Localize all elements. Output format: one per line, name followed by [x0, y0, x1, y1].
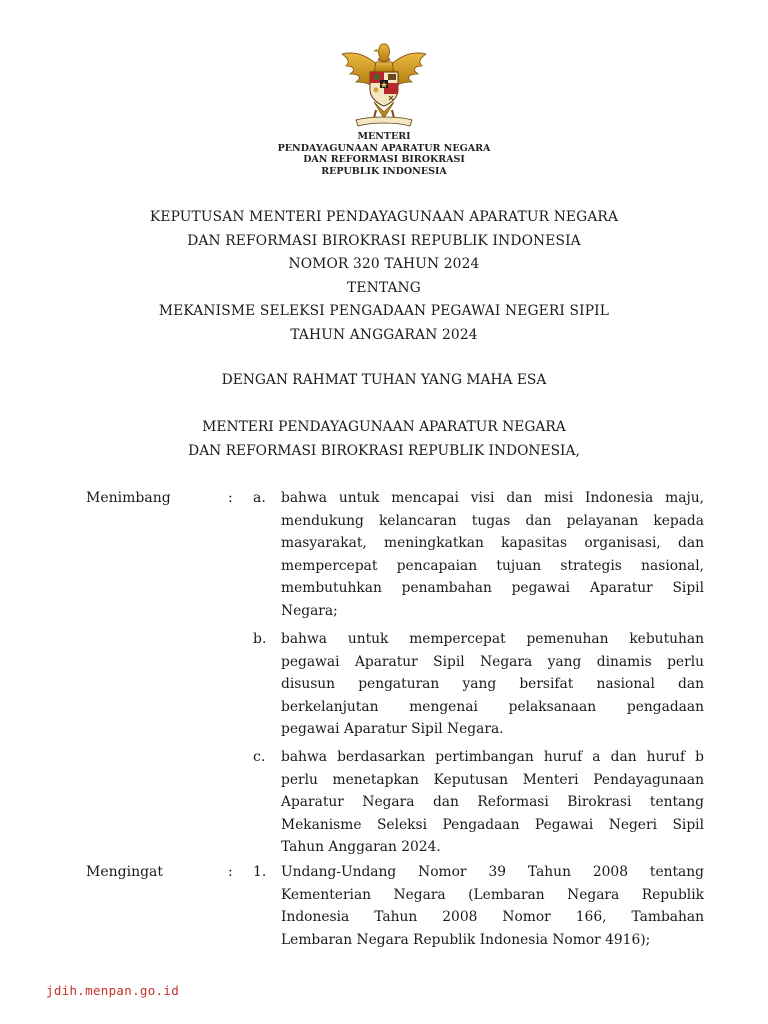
jdih-watermark: jdih.menpan.go.id [46, 983, 180, 998]
ministry-line: REPUBLIK INDONESIA [321, 165, 447, 177]
blessing-line: DENGAN RAHMAT TUHAN YANG MAHA ESA [221, 372, 547, 388]
mengingat-item-1 [281, 861, 704, 951]
item-line: masyarakat, meningkatkan kapasitas organisasi, dan [281, 535, 704, 552]
item-line: disusun pengaturan yang bersifat nasional dan [281, 676, 704, 693]
menimbang-item-b [281, 628, 704, 741]
item-marker: a. [253, 490, 266, 506]
item-line: Indonesia Tahun 2008 Nomor 166, Tambahan [281, 909, 704, 926]
title-line: MEKANISME SELEKSI PENGADAAN PEGAWAI NEGERI SIPIL [158, 303, 610, 319]
ministry-line: MENTERI [357, 131, 411, 142]
item-line: berkelanjutan mengenai pelaksanaan pengadaan [281, 698, 704, 715]
item-line: membutuhkan penambahan pegawai Aparatur Sipil [281, 580, 704, 597]
item-line: Negara; [281, 602, 338, 619]
title-line: NOMOR 320 TAHUN 2024 [288, 256, 480, 272]
item-marker: c. [253, 749, 266, 765]
ministry-header [184, 131, 584, 177]
item-line: Mekanisme Seleksi Pengadaan Pegawai Negeri Sipil [281, 816, 704, 833]
title-line: KEPUTUSAN MENTERI PENDAYAGUNAAN APARATUR NEGARA [149, 209, 619, 225]
item-line: Tahun Anggaran 2024. [281, 839, 441, 856]
ministry-line: PENDAYAGUNAAN APARATUR NEGARA [277, 142, 491, 154]
mengingat-colon: : [228, 864, 233, 880]
item-line: mempercepat pencapaian tujuan strategis nasional, [281, 557, 704, 574]
menimbang-colon: : [228, 490, 233, 506]
item-line: Kementerian Negara (Lembaran Negara Republik [281, 886, 704, 903]
item-line: pegawai Aparatur Sipil Negara. [281, 721, 504, 738]
minister-line: DAN REFORMASI BIROKRASI REPUBLIK INDONESIA, [188, 442, 580, 459]
minister-heading [84, 416, 684, 463]
item-line: bahwa berdasarkan pertimbangan huruf a dan huruf b [281, 749, 704, 765]
ministry-line: DAN REFORMASI BIROKRASI [303, 154, 465, 165]
item-line: bahwa untuk mempercepat pemenuhan kebutuhan [281, 631, 704, 647]
garuda-pancasila-emblem-icon [334, 40, 434, 132]
title-line: DAN REFORMASI BIROKRASI REPUBLIK INDONESIA [187, 232, 581, 249]
menimbang-label: Menimbang [86, 490, 171, 506]
item-line: perlu menetapkan Keputusan Menteri Pendayagunaan [281, 771, 704, 788]
item-line: bahwa untuk mencapai visi dan misi Indonesia maju, [281, 490, 704, 506]
decree-title [84, 206, 684, 347]
item-marker: 1. [253, 864, 267, 880]
item-line: Lembaran Negara Republik Indonesia Nomor 4916); [281, 931, 651, 948]
item-line: mendukung kelancaran tugas dan pelayanan kepada [281, 512, 704, 529]
title-line: TAHUN ANGGARAN 2024 [290, 326, 478, 343]
item-marker: b. [253, 631, 267, 647]
menimbang-item-c [281, 746, 704, 859]
item-line: pegawai Aparatur Sipil Negara yang dinamis perlu [281, 653, 704, 670]
title-line: TENTANG [347, 279, 421, 296]
mengingat-label: Mengingat [86, 864, 164, 880]
item-line: Undang-Undang Nomor 39 Tahun 2008 tentang [281, 864, 704, 880]
item-line: Aparatur Negara dan Reformasi Birokrasi tentang [281, 794, 704, 811]
menimbang-item-a [281, 487, 704, 623]
minister-line: MENTERI PENDAYAGUNAAN APARATUR NEGARA [202, 419, 566, 435]
